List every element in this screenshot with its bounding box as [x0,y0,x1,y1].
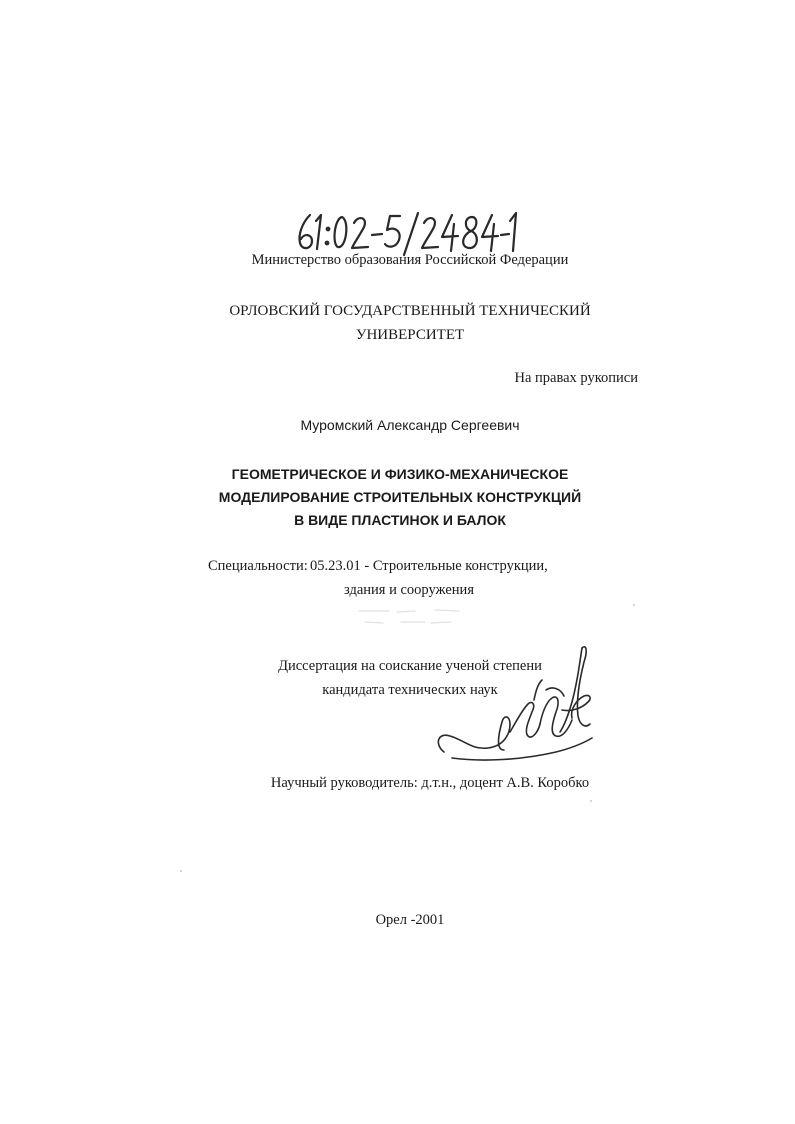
university-name [160,299,660,347]
degree-line-2: кандидата технических наук [322,682,498,698]
degree-line-1: Диссертация на соискание ученой степени [278,658,542,674]
specialty-label: Специальности: [208,558,308,574]
author-name: Муромский Александр Сергеевич [300,417,520,433]
handwritten-archive-code [296,207,521,257]
specialty-code-line: 05.23.01 - Строительные конструкции, [310,558,548,574]
rights-note: На правах рукописи [514,370,638,386]
city-year: Орел -2001 [375,912,445,928]
scan-speck [633,604,635,606]
scan-speck [590,800,592,802]
dissertation-title [140,463,660,532]
title-line-3: В ВИДЕ ПЛАСТИНОК И БАЛОК [294,512,506,528]
title-line-2: МОДЕЛИРОВАНИЕ СТРОИТЕЛЬНЫХ КОНСТРУКЦИЙ [218,489,582,505]
bleed-through-smudge [355,606,465,628]
scan-speck [180,870,182,872]
title-line-1: ГЕОМЕТРИЧЕСКОЕ И ФИЗИКО-МЕХАНИЧЕСКОЕ [231,466,569,482]
university-line-2: УНИВЕРСИТЕТ [355,327,465,343]
university-line-1: ОРЛОВСКИЙ ГОСУДАРСТВЕННЫЙ ТЕХНИЧЕСКИЙ [229,303,591,319]
ministry-line: Министерство образования Российской Федерации [251,252,569,268]
specialty-continuation: здания и сооружения [344,582,474,598]
supervisor-line: Научный руководитель: д.т.н., доцент А.В. Коробко [270,775,590,791]
handwritten-signature [432,640,604,765]
